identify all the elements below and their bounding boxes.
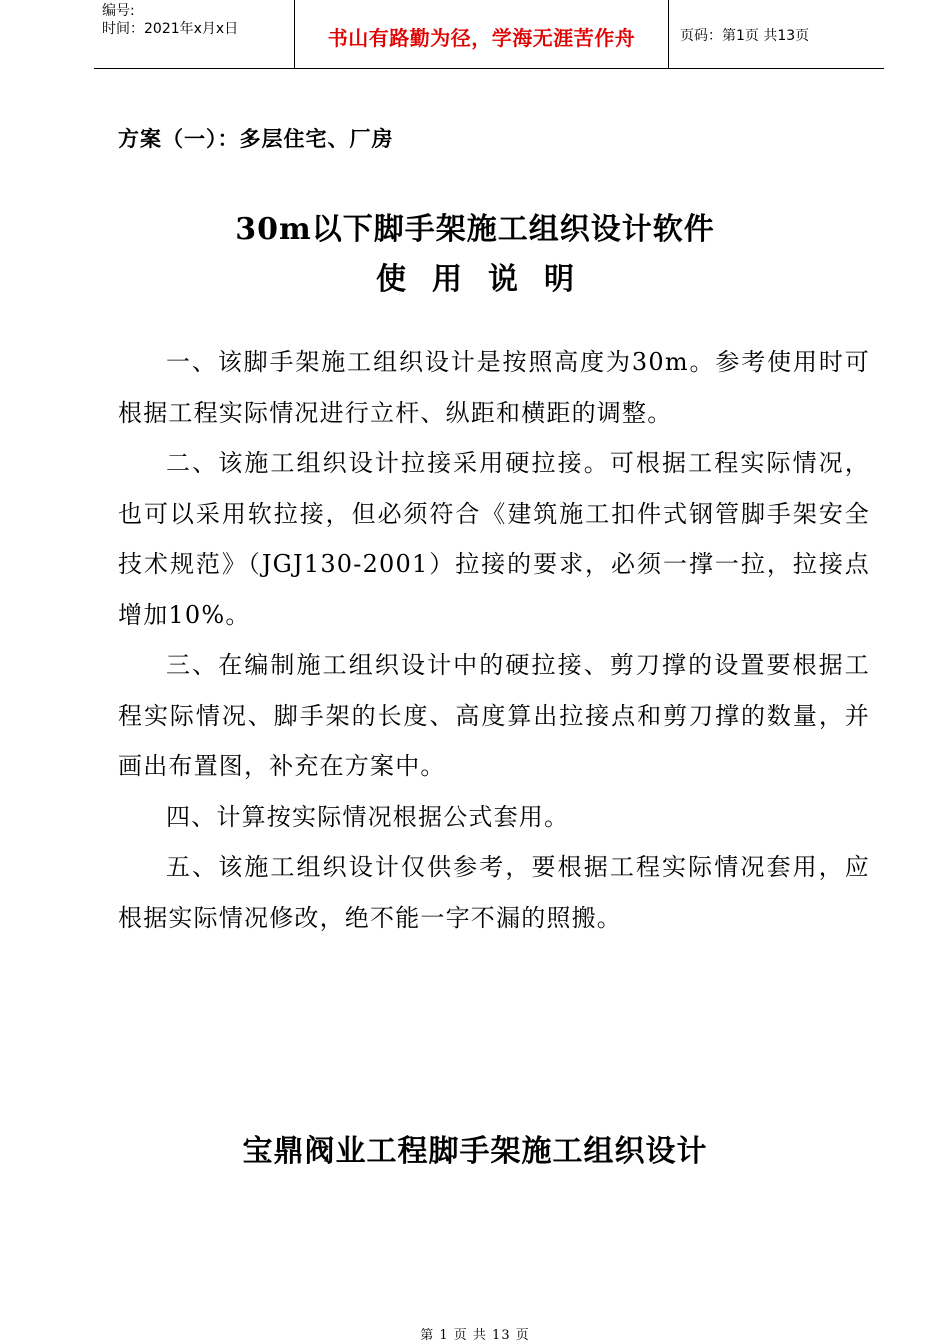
header-motto: 书山有路勤为径，学海无涯苦作舟 <box>327 26 636 50</box>
document-title: 30m以下脚手架施工组织设计软件 <box>235 212 715 247</box>
header-page-info: 页码：第1页 共13页 <box>680 28 810 44</box>
paragraph: 一、该脚手架施工组织设计是按照高度为30m。参考使用时可根据工程实际情况进行立杆、纵距和横距的调整。 <box>118 348 870 427</box>
paragraph: 五、该施工组织设计仅供参考，要根据工程实际情况套用，应根据实际情况修改，绝不能一字不漏的照搬。 <box>118 853 870 932</box>
page-header <box>94 0 884 69</box>
document-body <box>118 337 870 943</box>
document-time-label: 时间：2021年x月x日 <box>102 21 239 37</box>
document-subtitle: 使用说明 <box>376 262 600 297</box>
scheme-heading: 方案（一）：多层住宅、厂房 <box>118 126 394 151</box>
project-title: 宝鼎阀业工程脚手架施工组织设计 <box>242 1134 708 1169</box>
paragraph: 二、该施工组织设计拉接采用硬拉接。可根据工程实际情况，也可以采用软拉接，但必须符合《建筑施工扣件式钢管脚手架安全技术规范》（JGJ130-2001）拉接的要求，必须一撑一拉，拉接点增加10%。 <box>118 449 870 629</box>
header-meta <box>102 2 238 38</box>
paragraph: 四、计算按实际情况根据公式套用。 <box>166 802 570 831</box>
header-divider <box>668 0 669 68</box>
document-number-label: 编号: <box>102 3 135 19</box>
paragraph: 三、在编制施工组织设计中的硬拉接、剪刀撑的设置要根据工程实际情况、脚手架的长度、高度算出拉接点和剪刀撑的数量，并画出布置图，补充在方案中。 <box>118 651 870 780</box>
page-footer: 第 1 页 共 13 页 <box>420 1328 530 1343</box>
